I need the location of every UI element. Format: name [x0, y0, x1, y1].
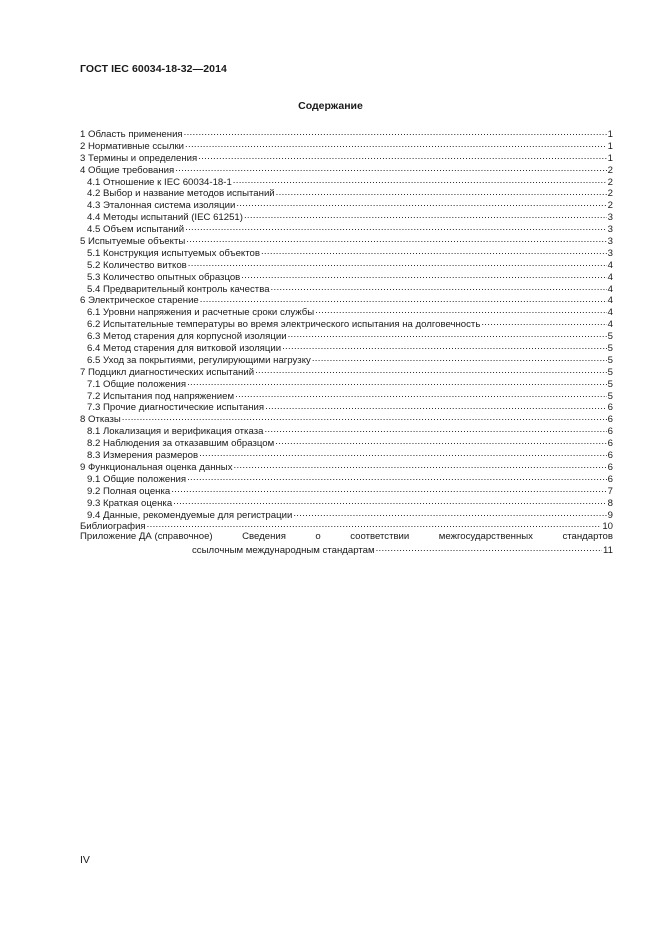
toc-leader-dots — [187, 377, 607, 387]
toc-leader-dots — [175, 163, 606, 173]
toc-entry-label: 6.1 Уровни напряжения и расчетные сроки службы — [87, 307, 315, 319]
toc-entry[interactable] — [80, 222, 613, 234]
toc-leader-dots — [186, 234, 606, 244]
appendix-word: Приложение ДА (справочное) — [80, 531, 213, 543]
toc-entry[interactable] — [80, 341, 613, 353]
toc-entry-page-number: 4 — [607, 295, 613, 307]
toc-entry-label: 6.2 Испытательные температуры во время электрического испытания на долговечность — [87, 319, 481, 331]
toc-entry[interactable] — [80, 329, 613, 341]
toc-entry-label: 6.4 Метод старения для витковой изоляции — [87, 343, 282, 355]
toc-entry-label: 1 Область применения — [80, 129, 183, 140]
toc-leader-dots — [235, 389, 607, 399]
toc-entry-label: 9.2 Полная оценка — [87, 485, 171, 497]
toc-entry-label: 6.3 Метод старения для корпусной изоляции — [87, 331, 287, 343]
toc-entry-label: 6 Электрическое старение — [80, 295, 199, 307]
toc-entry[interactable] — [80, 460, 613, 472]
toc-entry-page-number: 5 — [607, 331, 613, 343]
toc-entry-page-number: 5 — [607, 343, 613, 355]
toc-entry[interactable] — [80, 365, 613, 377]
appendix-line-2 — [80, 543, 613, 555]
toc-leader-dots — [184, 127, 607, 137]
toc-entry-page-number: 6 — [607, 414, 613, 426]
toc-leader-dots — [234, 460, 607, 470]
toc-entry-page-number: 4 — [607, 259, 613, 271]
toc-entry-page-number: 10 — [602, 521, 613, 533]
toc-entry-label: 9.4 Данные, рекомендуемые для регистрации — [87, 509, 293, 521]
page-number: IV — [80, 854, 90, 866]
toc-entry[interactable] — [80, 472, 613, 484]
toc-leader-dots — [315, 305, 606, 315]
toc-entry-label: 4.3 Эталонная система изоляции — [87, 200, 236, 212]
toc-entry[interactable] — [80, 448, 613, 460]
toc-entry[interactable] — [80, 258, 613, 270]
toc-entry-label: 9.3 Краткая оценка — [87, 497, 173, 509]
toc-leader-dots — [200, 293, 607, 303]
toc-entry-page-number: 6 — [607, 438, 613, 450]
toc-entry-page-number: 1 — [607, 129, 613, 140]
toc-leader-dots — [244, 210, 607, 220]
toc-entry[interactable] — [80, 151, 613, 163]
toc-leader-dots — [199, 448, 607, 458]
toc-leader-dots — [376, 543, 602, 553]
toc-entry[interactable] — [80, 353, 613, 365]
toc-leader-dots — [288, 329, 607, 339]
toc-entry-label: 4.2 Выбор и название методов испытаний — [87, 188, 275, 200]
toc-leader-dots — [312, 353, 607, 363]
toc-entry-page-number: 2 — [607, 200, 613, 212]
toc-leader-dots — [481, 317, 606, 327]
toc-entry[interactable] — [80, 389, 613, 401]
toc-leader-dots — [241, 270, 606, 280]
toc-entry-label: 5.4 Предварительный контроль качества — [87, 283, 270, 295]
toc-leader-dots — [293, 508, 606, 518]
toc-entry[interactable] — [80, 305, 613, 317]
toc-entry-label: 8.1 Локализация и верификация отказа — [87, 426, 264, 438]
toc-entry[interactable] — [80, 519, 613, 531]
toc-entry-page-number: 2 — [607, 176, 613, 188]
toc-entry-label: 8 Отказы — [80, 414, 121, 426]
toc-entry-page-number: 7 — [607, 485, 613, 497]
toc-entry-label: Библиография — [80, 521, 146, 533]
toc-entry-page-number: 2 — [607, 188, 613, 200]
toc-entry-label: 9.1 Общие положения — [87, 473, 187, 485]
toc-leader-dots — [188, 258, 607, 268]
toc-leader-dots — [236, 198, 606, 208]
toc-entry-label: 4 Общие требования — [80, 164, 175, 176]
appendix-page-number: 11 — [603, 545, 613, 557]
toc-leader-dots — [233, 175, 607, 185]
toc-entry[interactable] — [80, 484, 613, 496]
toc-entry-page-number: 2 — [607, 164, 613, 176]
standard-header: ГОСТ IEC 60034-18-32—2014 — [80, 63, 227, 75]
toc-leader-dots — [147, 519, 602, 529]
toc-entry-page-number: 4 — [607, 271, 613, 283]
toc-entry[interactable] — [80, 246, 613, 258]
toc-entry[interactable] — [80, 234, 613, 246]
toc-entry-label: 7.1 Общие положения — [87, 378, 187, 390]
toc-entry-label: 2 Нормативные ссылки — [80, 140, 185, 152]
toc-entry[interactable] — [80, 163, 613, 175]
toc-entry-label: 5.1 Конструкция испытуемых объектов — [87, 247, 260, 259]
toc-leader-dots — [187, 472, 607, 482]
toc-leader-dots — [185, 222, 607, 232]
toc-entry-label: 4.1 Отношение к IEC 60034-18-1 — [87, 176, 232, 188]
toc-entry[interactable] — [80, 436, 613, 448]
toc-leader-dots — [261, 246, 607, 256]
appendix-line-1 — [80, 531, 613, 543]
toc-entry-label: 7.2 Испытания под напряжением — [87, 390, 235, 402]
toc-entry-label: 4.5 Объем испытаний — [87, 224, 185, 236]
toc-leader-dots — [255, 365, 607, 375]
appendix-word: стандартов — [562, 531, 613, 543]
toc-entry[interactable] — [80, 508, 613, 520]
toc-leader-dots — [198, 151, 606, 161]
toc-leader-dots — [171, 484, 606, 494]
toc-entry[interactable] — [80, 198, 613, 210]
toc-entry-label: 8.2 Наблюдения за отказавшим образцом — [87, 438, 275, 450]
appendix-word: соответствии — [350, 531, 410, 543]
toc-entry-page-number: 5 — [607, 354, 613, 366]
table-of-contents — [80, 127, 613, 555]
toc-entry-page-number: 8 — [607, 497, 613, 509]
toc-entry-page-number: 4 — [607, 283, 613, 295]
toc-entry[interactable] — [80, 175, 613, 187]
toc-entry-page-number: 4 — [607, 307, 613, 319]
toc-leader-dots — [185, 139, 607, 149]
toc-entry[interactable] — [80, 282, 613, 294]
toc-entry-page-number: 6 — [607, 402, 613, 414]
toc-entry-label: 5 Испытуемые объекты — [80, 236, 186, 248]
toc-entry-page-number: 5 — [607, 378, 613, 390]
toc-entry-label: 5.2 Количество витков — [87, 259, 187, 271]
appendix-line-2-label: ссылочным международным стандартам — [192, 545, 375, 557]
toc-entry[interactable] — [80, 210, 613, 222]
toc-entry-label: 4.4 Методы испытаний (IEC 61251) — [87, 212, 243, 224]
toc-entry[interactable] — [80, 270, 613, 282]
toc-entry-label: 7.3 Прочие диагностические испытания — [87, 402, 265, 414]
toc-leader-dots — [122, 412, 607, 422]
toc-entry-page-number: 4 — [607, 319, 613, 331]
toc-entry-label: 3 Термины и определения — [80, 152, 198, 164]
appendix-word: о — [315, 531, 321, 543]
toc-entry-label: 9 Функциональная оценка данных — [80, 461, 233, 473]
toc-entry[interactable] — [80, 293, 613, 305]
toc-entry-page-number: 1 — [607, 140, 613, 152]
toc-leader-dots — [173, 496, 607, 506]
toc-entry[interactable] — [80, 186, 613, 198]
toc-entry-label: 7 Подцикл диагностических испытаний — [80, 366, 255, 378]
toc-entry-label: 6.5 Уход за покрытиями, регулирующими нагрузку — [87, 354, 311, 366]
toc-leader-dots — [265, 400, 607, 410]
toc-leader-dots — [276, 186, 607, 196]
toc-entries — [80, 127, 613, 531]
toc-entry-page-number: 5 — [607, 366, 613, 378]
toc-entry[interactable] — [80, 424, 613, 436]
toc-leader-dots — [275, 436, 606, 446]
toc-entry[interactable] — [80, 400, 613, 412]
toc-entry-page-number: 6 — [607, 450, 613, 462]
toc-entry[interactable] — [80, 317, 613, 329]
toc-entry-page-number: 3 — [607, 212, 613, 224]
toc-entry-label: 5.3 Количество опытных образцов — [87, 271, 241, 283]
toc-entry-page-number: 3 — [607, 224, 613, 236]
appendix-word: межгосударственных — [438, 531, 533, 543]
toc-entry-page-number: 3 — [607, 247, 613, 259]
toc-entry-page-number: 9 — [607, 509, 613, 521]
toc-leader-dots — [271, 282, 607, 292]
toc-entry[interactable] — [80, 139, 613, 151]
toc-entry[interactable] — [80, 496, 613, 508]
appendix-word: Сведения — [242, 531, 286, 543]
toc-title: Содержание — [298, 100, 363, 112]
toc-appendix-entry[interactable] — [80, 531, 613, 555]
toc-entry[interactable] — [80, 412, 613, 424]
toc-entry-page-number: 3 — [607, 236, 613, 248]
toc-entry-page-number: 1 — [607, 152, 613, 164]
toc-entry[interactable] — [80, 377, 613, 389]
toc-entry[interactable] — [80, 127, 613, 139]
toc-entry-page-number: 6 — [607, 426, 613, 438]
toc-entry-page-number: 5 — [607, 390, 613, 402]
toc-leader-dots — [264, 424, 606, 434]
toc-leader-dots — [282, 341, 607, 351]
toc-entry-page-number: 6 — [607, 473, 613, 485]
toc-entry-page-number: 6 — [607, 461, 613, 473]
toc-entry-label: 8.3 Измерения размеров — [87, 450, 199, 462]
